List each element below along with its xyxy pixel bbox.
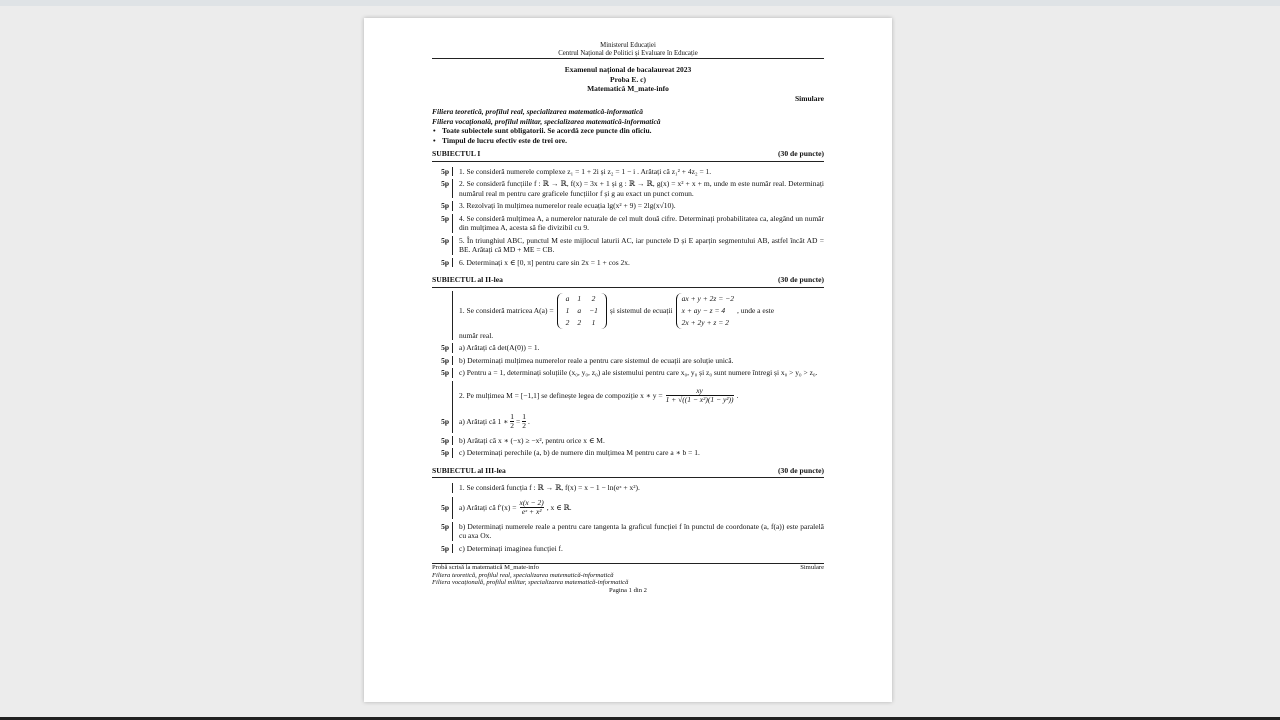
points-label: 5p [441,179,449,189]
points-label: 5p [441,368,449,378]
question-row [432,179,824,198]
top-strip [0,0,1280,6]
question-text: 4. Se consideră mulțimea A, a numerelor naturale de cel mult două cifre. Determinați probabilitatea ca, alegând un număr din mulțimea A, acesta să fie divizibil cu 9. [459,213,824,233]
question-text: c) Determinați perechile (a, b) de numere din mulțimea M pentru care a ∗ b = 1. [459,448,700,458]
page-content [432,18,824,595]
problem-1-end-text: , unde a este [736,305,775,315]
question-row [432,201,824,211]
footer-line-1 [432,564,824,572]
points-label: 5p [441,416,449,426]
question-text: b) Arătați că x ∗ (−x) ≥ −x², pentru orice x ∈ M. [459,435,605,445]
problem-3-intro [432,483,824,493]
points-label: 5p [441,201,449,211]
section-2-items [432,288,824,458]
section-2-header [432,275,824,285]
points-label: 5p [441,166,449,176]
simulation-label: Simulare [794,93,824,103]
question-text: b) Determinați numerele reale a pentru care tangenta la graficul funcției f în punctul de coordonate (a, f(a)) este paralelă cu axa Ox. [459,521,824,541]
question-text: a) Arătați că det(A(0)) = 1. [459,343,540,353]
question-row [432,448,824,458]
filiera-teoretica: Filiera teoretică, profilul real, specializarea matematică-informatică [432,107,644,117]
matrix-A: a 1 2 1 a −1 2 2 1 [557,293,607,329]
derivative-fraction: $\frac{x(x - 2)}{\text{eˣ + x²}}$ [519,498,544,517]
points-label: 5p [441,343,449,353]
document-page [364,18,892,702]
question-row [432,368,824,378]
footer-simulation: Simulare [800,564,824,572]
question-row: 5p a) Arătați că 1 ∗ $\frac{1}{2}$ = $\frac{1}{2}$ . [432,411,824,433]
rule-item-1: • Toate subiectele sunt obligatorii. Se acordă zece puncte din oficiu. [432,126,824,136]
center-name: Centrul Național de Politici și Evaluare în Educație [558,49,698,57]
proba-title: Proba E. c) [610,74,646,84]
question-text: c) Pentru a = 1, determinați soluțiile (x₀, y₀, z₀) ale sistemului pentru care x₀, y₀ și z₀ sunt numere întregi și x₀ > y₀ > z₀. [459,368,818,378]
problem-1-intro-text: 1. Se consideră matricea A(a) = [459,305,554,315]
question-row [432,436,824,446]
footer-exam-name: Probă scrisă la matematică M_mate-info [432,564,539,572]
question-text: 2. Se consideră funcțiile f : ℝ → ℝ, f(x) = 3x + 1 și g : ℝ → ℝ, g(x) = x² + x + m, unde m este număr real. Determinați numărul real m pentru care graficele funcțiilor f și g au exact un punct comun. [459,179,824,198]
question-row [432,522,824,541]
section-3-points: (30 de puncte) [778,465,824,475]
question-row [432,343,824,353]
points-label: 5p [441,502,449,512]
question-row [432,258,824,268]
problem-1-cont: număr real. [432,331,824,341]
points-label: 5p [441,448,449,458]
filiera-vocationala: Filiera vocațională, profilul militar, specializarea matematică-informatică [432,116,661,126]
question-text: 5. În triunghiul ABC, punctul M este mijlocul laturii AC, iar punctele D și E aparțin segmentului AB, astfel încât AD = BE. Arătați că MD + ME = CB. [459,235,824,255]
points-label: 5p [441,543,449,553]
question-row: 5p a) Arătați că f′(x) = $\frac{x(x - 2)}{\text{eˣ + x²}}$ , x ∈ ℝ. [432,497,824,519]
question-text: 3. Rezolvați în mulțimea numerelor reale ecuația lg(x² + 9) = 2lg(x√10). [459,201,676,211]
question-text: c) Determinați imaginea funcției f. [459,543,563,553]
points-label: 5p [441,435,449,445]
problem-1-mid-text: și sistemul de ecuații [609,305,673,315]
question-row [432,544,824,554]
section-1-points: (30 de puncte) [778,149,824,159]
page-number: Pagina 1 din 2 [609,586,647,594]
points-label: 5p [441,257,449,267]
problem-2-intro-text: 2. Pe mulțimea M = [−1,1] se definește legea de compoziție x ∗ y = [459,390,663,400]
subject-title: Matematică M_mate-info [587,84,669,94]
section-2-points: (30 de puncte) [778,275,824,285]
points-label: 5p [441,521,449,531]
rule-item-2: • Timpul de lucru efectiv este de trei ore. [432,136,824,146]
equation-system: ax + y + 2z = −2 x + ay − z = 4 2x + 2y + z = 2 [676,293,734,329]
problem-2-intro: 2. Pe mulțimea M = [−1,1] se definește legea de compoziție x ∗ y = $\frac{xy}{\text{1 + √((1 − x²)(1 − y²))}}$ . [432,381,824,411]
section-1-title: SUBIECTUL I [432,149,481,159]
question-text: b) Determinați mulțimea numerelor reale a pentru care sistemul de ecuații are soluție unică. [459,355,734,365]
footer-filiera-2: Filiera vocațională, profilul militar, specializarea matematică-informatică [432,579,629,587]
section-2-title: SUBIECTUL al II-lea [432,275,503,285]
question-text: 6. Determinați x ∈ [0, π] pentru care sin 2x = 1 + cos 2x. [459,257,630,267]
ministry-name: Ministerul Educației [600,42,656,49]
exam-title: Examenul național de bacalaureat 2023 [564,65,692,75]
question-text: 1. Se consideră numerele complexe z₁ = 1 + 2i și z₂ = 1 − i . Arătați că z₁² + 4z₂ = 1. [459,166,712,176]
footer-filiera-1: Filiera teoretică, profilul real, specializarea matematică-informatică [432,571,614,579]
question-row [432,167,824,177]
section-1-header [432,149,824,159]
question-row [432,236,824,255]
points-label: 5p [441,213,449,223]
points-label: 5p [441,235,449,245]
points-label: 5p [441,355,449,365]
section-3-header [432,466,824,476]
section-3-title: SUBIECTUL al III-lea [432,465,506,475]
question-row [432,214,824,233]
composition-law-fraction: $\frac{xy}{\text{1 + √((1 − x²)(1 − y²))}}$ [665,386,734,405]
section-1-items [432,162,824,268]
question-row [432,356,824,366]
section-3-items [432,478,824,553]
problem-3-intro-text: 1. Se consideră funcția f : ℝ → ℝ, f(x) = x − 1 − ln(eˣ + x²). [459,483,640,493]
problem-1-intro [432,291,824,331]
